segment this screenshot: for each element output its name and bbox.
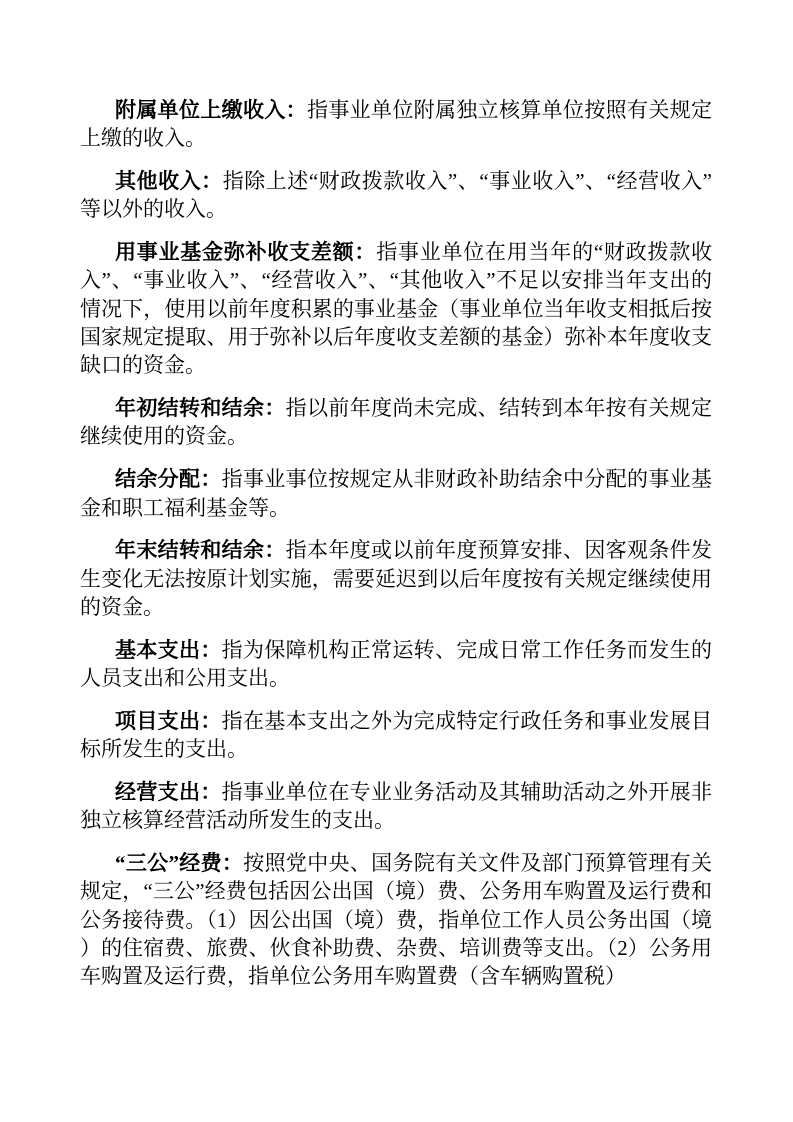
definition-paragraph [80,707,712,764]
definition-paragraph [80,465,712,522]
definition-text: 指事业单位附属独立核算单位按照有关规定上缴的收入。 [80,98,712,151]
definition-text: 指在基本支出之外为完成特定行政任务和事业发展目标所发生的支出。 [80,708,713,762]
definition-text: 指事业事位按规定从非财政补助结余中分配的事业基金和职工福利基金等。 [80,467,713,520]
definition-paragraph [80,96,712,153]
definition-paragraph [80,849,712,990]
term-label: 结余分配： [115,467,222,492]
definition-paragraph [80,536,712,621]
definition-paragraph [80,636,712,693]
term-label: 其他收入： [115,169,223,194]
definition-text: 按照党中央、国务院有关文件及部门预算管理有关规定，“三公”经费包括因公出国（境）费、公务用车购置及运行费和公务接待费。（1）因公出国（境）费，指单位工作人员公务出国（境）的住宿费、旅费、伙食补助费、杂费、培训费等支出。（2）公务用车购置及运行费，指单位公务用车购置费（含车辆购置税） [80,851,712,989]
term-label: 附属单位上缴收入： [115,98,307,122]
definition-text: 指为保障机构正常运转、完成日常工作任务而发生的人员支出和公用支出。 [80,637,713,691]
definition-paragraph [80,167,712,224]
definition-text: 指事业单位在用当年的“财政拨款收入”、“事业收入”、“经营收入”、“其他收入”不足以安排当年支出的情况下，使用以前年度积累的事业基金（事业单位当年收支相抵后按国家规定提取、用于弥补以后年度收支差额的基金）弥补本年度收支缺口的资金。 [80,240,712,378]
definition-text: 指本年度或以前年度预算安排、因客观条件发生变化无法按原计划实施，需要延迟到以后年度按有关规定继续使用的资金。 [80,538,713,619]
term-label: 基本支出： [115,637,222,662]
term-label: 经营支出： [115,779,222,804]
term-label: “三公”经费： [115,851,244,876]
definition-text: 指除上述“财政拨款收入”、“事业收入”、“经营收入”等以外的收入。 [80,169,712,222]
definition-paragraph [80,778,712,835]
definition-paragraph [80,238,712,379]
term-label: 年初结转和结余： [115,396,286,421]
definition-text: 指以前年度尚未完成、结转到本年按有关规定继续使用的资金。 [80,396,713,449]
term-label: 项目支出： [115,708,222,733]
term-label: 年末结转和结余： [115,538,286,563]
definition-text: 指事业单位在专业业务活动及其辅助活动之外开展非独立核算经营活动所发生的支出。 [80,779,713,833]
term-label: 用事业基金弥补收支差额： [115,240,377,265]
definition-paragraph [80,394,712,451]
